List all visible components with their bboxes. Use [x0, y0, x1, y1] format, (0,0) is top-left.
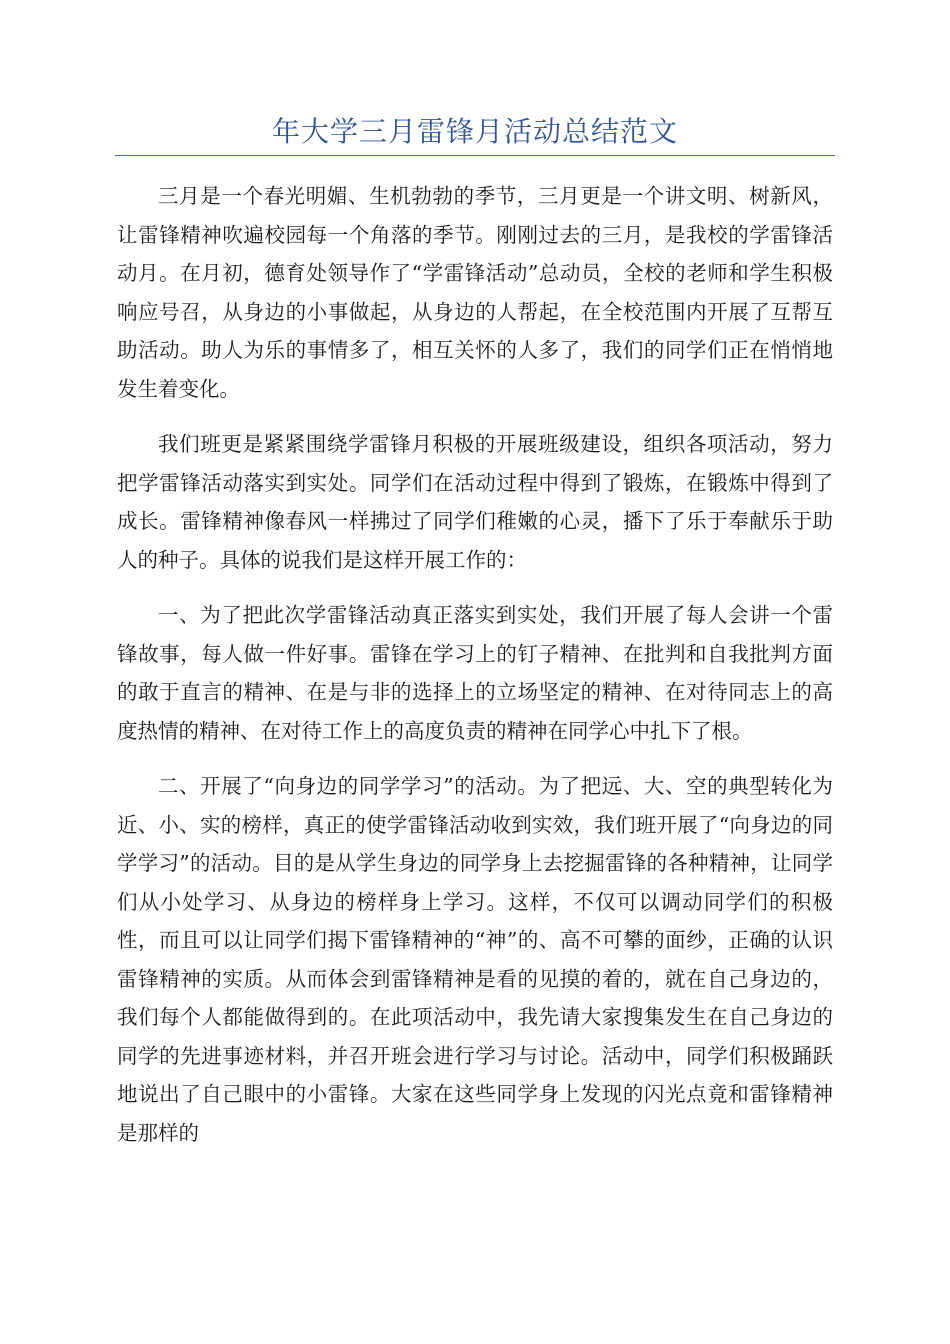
title-underline	[115, 155, 835, 156]
paragraph: 一、为了把此次学雷锋活动真正落实到实处，我们开展了每人会讲一个雷锋故事，每人做一件好事。雷锋在学习上的钉子精神、在批判和自我批判方面的敢于直言的精神、在是与非的选择上的立场坚定的精神、在对待同志上的高度热情的精神、在对待工作上的高度负责的精神在同学心中扎下了根。	[117, 603, 833, 743]
paragraph: 我们班更是紧紧围绕学雷锋月积极的开展班级建设，组织各项活动，努力把学雷锋活动落实到实处。同学们在活动过程中得到了锻炼，在锻炼中得到了成长。雷锋精神像春风一样拂过了同学们稚嫩的心灵，播下了乐于奉献乐于助人的种子。具体的说我们是这样开展工作的：	[117, 432, 833, 572]
paragraph: 二、开展了“向身边的同学学习”的活动。为了把远、大、空的典型转化为近、小、实的榜样，真正的使学雷锋活动收到实效，我们班开展了“向身边的同学学习”的活动。目的是从学生身边的同学身上去挖掘雷锋的各种精神，让同学们从小处学习、从身边的榜样身上学习。这样，不仅可以调动同学们的积极性，而且可以让同学们揭下雷锋精神的“神”的、高不可攀的面纱，正确的认识雷锋精神的实质。从而体会到雷锋精神是看的见摸的着的，就在自己身边的，我们每个人都能做得到的。在此项活动中，我先请大家搜集发生在自己身边的同学的先进事迹材料，并召开班会进行学习与讨论。活动中，同学们积极踊跃地说出了自己眼中的小雷锋。大家在这些同学身上发现的闪光点竟和雷锋精神是那样的	[117, 774, 833, 1145]
paragraph: 三月是一个春光明媚、生机勃勃的季节，三月更是一个讲文明、树新风，让雷锋精神吹遍校园每一个角落的季节。刚刚过去的三月，是我校的学雷锋活动月。在月初，德育处领导作了“学雷锋活动”总动员，全校的老师和学生积极响应号召，从身边的小事做起，从身边的人帮起，在全校范围内开展了互帮互助活动。助人为乐的事情多了，相互关怀的人多了，我们的同学们正在悄悄地发生着变化。	[117, 184, 833, 401]
document-body	[117, 177, 833, 1169]
document-title: 年大学三月雷锋月活动总结范文	[271, 115, 678, 148]
